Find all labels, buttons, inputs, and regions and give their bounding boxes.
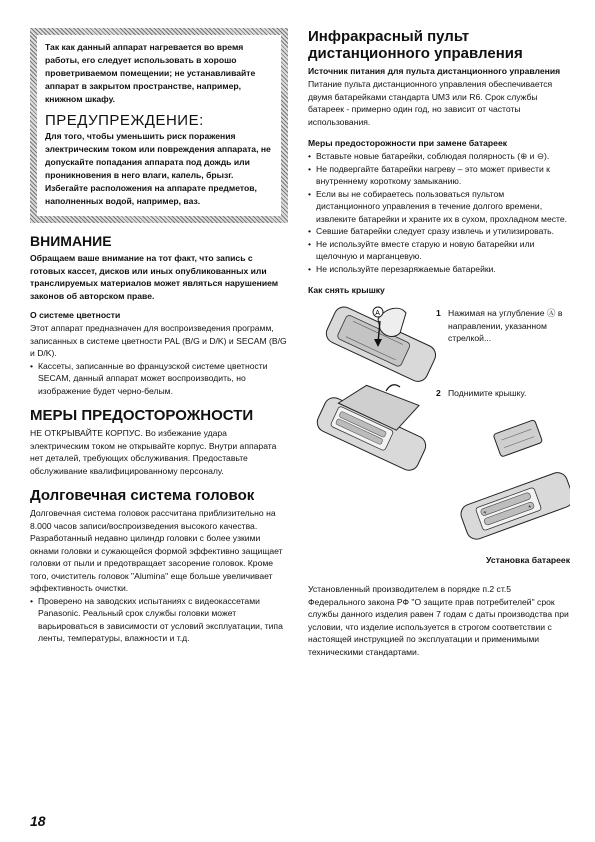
- step-1: [436, 307, 568, 345]
- step-2: [436, 387, 568, 400]
- precautions-text: НЕ ОТКРЫВАЙТЕ КОРПУС. Во избежание удара электрическим током не открывайте корпус. Внутри аппарата нет деталей, требующих обслуживания. Предоставьте обслуживание квалифицированному персоналу.: [30, 428, 277, 476]
- heads-system-text: Долговечная система головок рассчитана приблизительно на 8.000 часов записи/воспроизведения высокого качества. Разработанный недавно цилиндр головки с более узкими окнами головки и сужающейся формой эффективно защищает головки от пыли и предотвращает засорение головок. Кроме того, очиститель головок "Alumina" еще больше увеличивает эффективность очистки.: [30, 508, 283, 593]
- battery-cover-illustration: [493, 420, 543, 458]
- list-item: • Севшие батарейки следует сразу извлечь и утилизировать.: [308, 225, 570, 238]
- color-system-text: Этот аппарат предназначен для воспроизведения программ, записанных в системе цветности PAL (B/G и D/K) и SECAM (B/G и D/K).: [30, 323, 287, 358]
- battery-precautions-title: Меры предосторожности при замене батареек: [308, 138, 508, 148]
- heat-warning-text: Так как данный аппарат нагревается во время работы, его следует использовать в хорошо проветриваемом помещении; не устанавливайте аппарат в закрытом пространстве, например, книжном шкафу.: [45, 42, 256, 104]
- heads-system-list: [30, 595, 288, 645]
- list-item: • Не используйте вместе старую и новую батарейки или щелочную и марганцевую.: [308, 238, 570, 263]
- step-2-text: Поднимите крышку.: [448, 388, 527, 398]
- step-1-number: 1: [436, 308, 441, 318]
- list-item: • Не используйте перезаряжаемые батарейки.: [308, 263, 570, 276]
- page-number: 18: [30, 813, 46, 829]
- left-column: [30, 28, 288, 645]
- step-1-text: Нажимая на углубление Ⓐ в направлении, указанном стрелкой...: [448, 308, 563, 343]
- attention-text: Обращаем ваше внимание на тот факт, что запись с готовых кассет, дисков или иных опубликованных или транслируемых материалов может являться нарушением законов об авторском праве.: [30, 253, 279, 301]
- remote-title: Инфракрасный пульт дистанционного управления: [308, 28, 523, 62]
- list-item: • Кассеты, записанные во французской системе цветности SECAM, данный аппарат может воспроизводить, но изображение будет черно-белым.: [30, 360, 288, 398]
- precautions-title: МЕРЫ ПРЕДОСТОРОЖНОСТИ: [30, 407, 254, 424]
- warning-title: ПРЕДУПРЕЖДЕНИЕ:: [45, 112, 204, 129]
- battery-install-caption: Установка батареек: [486, 555, 570, 565]
- right-column: [308, 28, 570, 658]
- remote-battery-install-illustration: [458, 470, 570, 542]
- service-life-text: Установленный производителем в порядке п.2 ст.5 Федерального закона РФ "О защите прав потребителей" срок службы данного изделия равен 7 годам с даты производства при условии, что изделие используется в строгом соответствии с настоящей инструкцией по эксплуатации и применимыми техническими стандартами.: [308, 584, 569, 657]
- marker-a-label: A: [375, 310, 380, 317]
- list-item: • Вставьте новые батарейки, соблюдая полярность (⊕ и ⊖).: [308, 150, 570, 163]
- power-text: Питание пульта дистанционного управления обеспечивается двумя батарейками стандарта UM3 или R6. Срок службы батареек - примерно один год, но зависит от частоты использования.: [308, 79, 553, 127]
- remote-illustration: [308, 299, 570, 551]
- step-2-number: 2: [436, 388, 441, 398]
- svg-text:+: +: [482, 509, 488, 517]
- remote-cover-lifted-illustration: [314, 369, 441, 473]
- cover-removal-title: Как снять крышку: [308, 285, 385, 295]
- color-system-title: О системе цветности: [30, 310, 121, 320]
- warning-box: [30, 28, 288, 223]
- warning-text: Для того, чтобы уменьшить риск поражения электрическим током или повреждения аппарата, не допускайте попадания аппарата под дождь или проникновения в него влаги, капель, брызг. Избегайте расположения на аппарате предметов, наполненных водой, например, ваз.: [45, 131, 271, 206]
- list-item: • Если вы не собираетесь пользоваться пультом дистанционного управления в течение долгого времени, извлеките батарейки и храните их в сухом, прохладном месте.: [308, 188, 570, 226]
- list-item: • Не подвергайте батарейки нагреву – это может привести к внутреннему короткому замыканию.: [308, 163, 570, 188]
- color-system-list: [30, 360, 288, 398]
- list-item: • Проверено на заводских испытаниях с видеокассетами Panasonic. Реальный срок службы головки может варьироваться в зависимости от условий эксплуатации, типа ленты, температуры, влажности и т.д.: [30, 595, 288, 645]
- attention-title: ВНИМАНИЕ: [30, 233, 112, 249]
- battery-precautions-list: [308, 150, 570, 275]
- power-title: Источник питания для пульта дистанционного управления: [308, 66, 561, 76]
- heads-system-title: Долговечная система головок: [30, 487, 255, 504]
- svg-text:+: +: [527, 504, 533, 511]
